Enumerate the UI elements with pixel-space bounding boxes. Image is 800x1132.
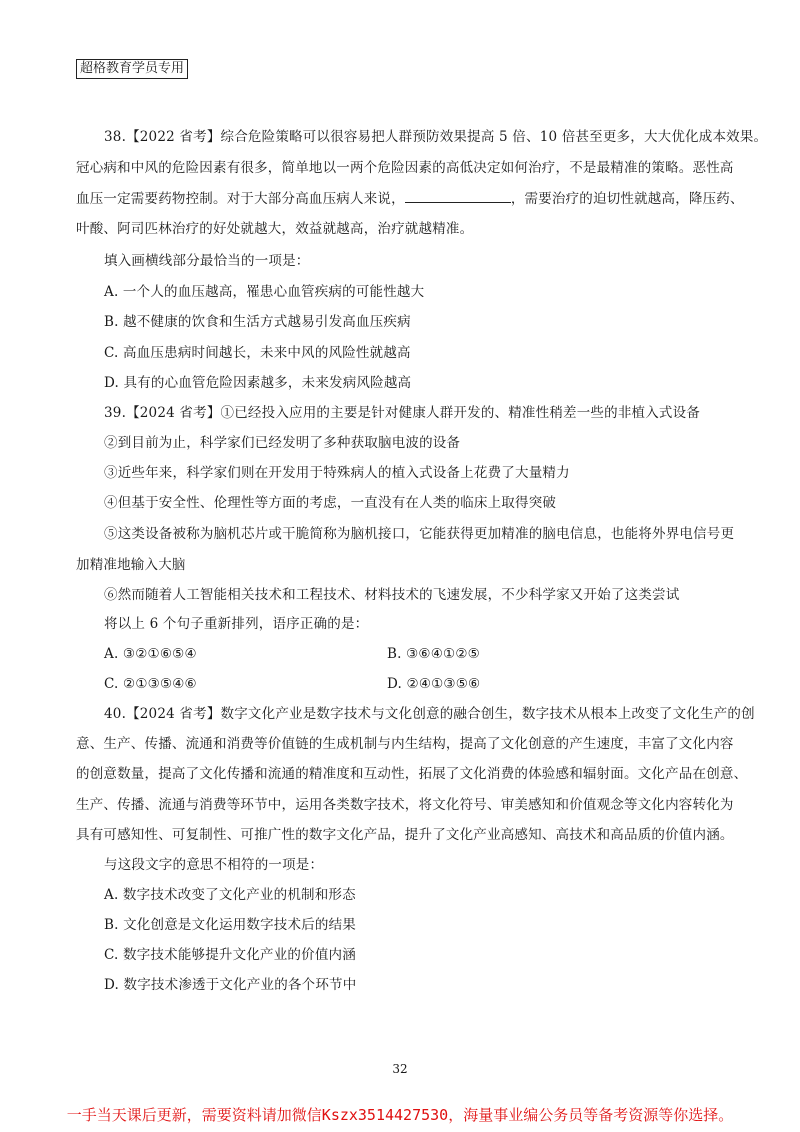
q38-line-2: 冠心病和中风的危险因素有很多，简单地以一两个危险因素的高低决定如何治疗，不是最精准的策略。恶性高: [76, 160, 734, 176]
q38-option-b: B. 越不健康的饮食和生活方式越易引发高血压疾病: [104, 314, 411, 330]
q40-prompt: 与这段文字的意思不相符的一项是：: [104, 857, 324, 873]
q40-line-5: 具有可感知性、可复制性、可推广性的数字文化产品，提升了文化产业高感知、高技术和高品质的价值内涵。: [76, 827, 734, 843]
q38-line-4: 叶酸、阿司匹林治疗的好处就越大，效益就越高，治疗就越精准。: [76, 221, 474, 237]
q39-sentence-3: ③近些年来，科学家们则在开发用于特殊病人的植入式设备上花费了大量精力: [104, 465, 570, 481]
q40-line-1: 40.【2024 省考】数字文化产业是数字技术与文化创意的融合创生，数字技术从根本上改变了文化生产的创: [104, 706, 755, 722]
q39-sentence-5: ⑤这类设备被称为脑机芯片或干脆简称为脑机接口，它能获得更加精准的脑电信息，也能将外界电信号更: [104, 526, 735, 542]
q40-option-c: C. 数字技术能够提升文化产业的价值内涵: [104, 947, 356, 963]
q39-option-c: C. ②①③⑤④⑥: [104, 676, 197, 692]
footer-promo: 一手当天课后更新，需要资料请加微信Kszx3514427530，海量事业编公务员等备考资源等你选择。: [66, 1106, 734, 1124]
q38-option-c: C. 高血压患病时间越长，未来中风的风险性就越高: [104, 345, 411, 361]
q39-option-b: B. ③⑥④①②⑤: [387, 646, 480, 662]
q40-option-b: B. 文化创意是文化运用数字技术后的结果: [104, 917, 357, 933]
page-number: 32: [392, 1062, 408, 1076]
q39-sentence-4: ④但基于安全性、伦理性等方面的考虑，一直没有在人类的临床上取得突破: [104, 495, 557, 511]
q38-prompt: 填入画横线部分最恰当的一项是：: [104, 253, 310, 269]
q40-line-2: 意、生产、传播、流通和消费等价值链的生成机制与内生结构，提高了文化创意的产生速度，丰富了文化内容: [76, 736, 734, 752]
watermark-stamp: 超格教育学员专用: [76, 59, 188, 79]
q38-line-3-after: ，需要治疗的迫切性就越高，降压药、: [510, 191, 744, 207]
q39-sentence-1: 39.【2024 省考】①已经投入应用的主要是针对健康人群开发的、精准性稍差一些的非植入式设备: [104, 405, 701, 421]
q39-sentence-2: ②到目前为止，科学家们已经发明了多种获取脑电波的设备: [104, 435, 461, 451]
q38-option-a: A. 一个人的血压越高，罹患心血管疾病的可能性越大: [104, 284, 425, 300]
q39-option-d: D. ②④①③⑤⑥: [387, 676, 481, 692]
fill-blank: [405, 190, 511, 203]
q38-line-3: [76, 190, 744, 208]
q40-option-a: A. 数字技术改变了文化产业的机制和形态: [104, 887, 356, 903]
q38-line-1: 38.【2022 省考】综合危险策略可以很容易把人群预防效果提高 5 倍、10 倍甚至更多，大大优化成本效果。: [104, 129, 768, 145]
q39-prompt: 将以上 6 个句子重新排列，语序正确的是：: [104, 616, 369, 632]
q39-option-a: A. ③②①⑥⑤④: [104, 646, 197, 662]
q38-line-3-before: 血压一定需要药物控制。对于大部分高血压病人来说，: [76, 191, 405, 207]
q40-option-d: D. 数字技术渗透于文化产业的各个环节中: [104, 977, 357, 993]
q40-line-4: 生产、传播、流通与消费等环节中，运用各类数字技术，将文化符号、审美感知和价值观念等文化内容转化为: [76, 797, 734, 813]
q38-option-d: D. 具有的心血管危险因素越多，未来发病风险越高: [104, 375, 412, 391]
q40-line-3: 的创意数量，提高了文化传播和流通的精准度和互动性，拓展了文化消费的体验感和辐射面。文化产品在创意、: [76, 766, 748, 782]
q39-sentence-5-cont: 加精准地输入大脑: [76, 557, 186, 573]
q39-sentence-6: ⑥然而随着人工智能相关技术和工程技术、材料技术的飞速发展，不少科学家又开始了这类尝试: [104, 587, 680, 603]
